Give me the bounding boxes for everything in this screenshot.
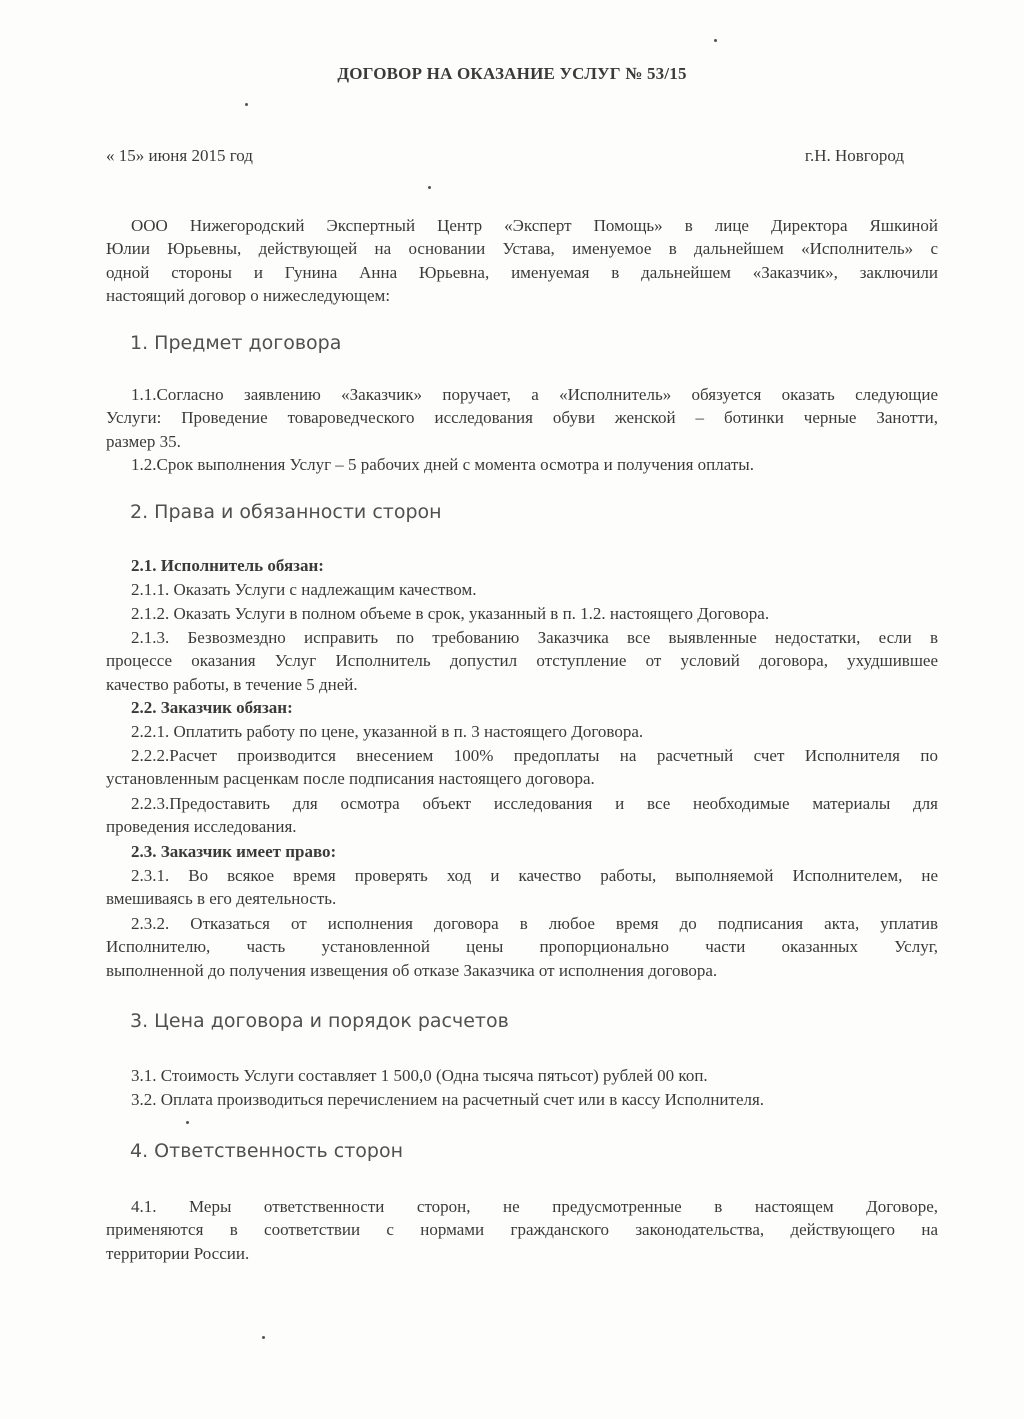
- intro-paragraph: [106, 214, 938, 308]
- clause-line: качество работы, в течение 5 дней.: [106, 674, 358, 694]
- clause-2-2-3: [106, 792, 938, 839]
- clause-2-3-2: [106, 912, 938, 982]
- document-title: ДОГОВОР НА ОКАЗАНИЕ УСЛУГ № 53/15: [337, 64, 687, 83]
- clause-line: процессе оказания Услуг Исполнитель допустил отступление от условий договора, ухудшившее: [106, 651, 938, 671]
- subheading-2-1: 2.1. Исполнитель обязан:: [131, 556, 324, 575]
- clause-2-1-1: 2.1.1. Оказать Услуги с надлежащим качеством.: [131, 580, 477, 599]
- clause-1-1: [106, 383, 938, 453]
- clause-2-2-1: 2.2.1. Оплатить работу по цене, указанной в п. 3 настоящего Договора.: [131, 722, 644, 741]
- section-4-heading: 4. Ответственность сторон: [130, 1140, 404, 1162]
- clause-1-2: 1.2.Срок выполнения Услуг – 5 рабочих дней с момента осмотра и получения оплаты.: [131, 455, 754, 474]
- clause-2-1-2: 2.1.2. Оказать Услуги в полном объеме в срок, указанный в п. 1.2. настоящего Договора.: [131, 604, 770, 623]
- clause-3-2: 3.2. Оплата производиться перечислением на расчетный счет или в кассу Исполнителя.: [131, 1090, 765, 1109]
- section-1-heading: 1. Предмет договора: [130, 332, 342, 354]
- intro-line: одной стороны и Гунина Анна Юрьевна, именуемая в дальнейшем «Заказчик», заключили: [106, 262, 938, 282]
- clause-line: территории России.: [106, 1243, 250, 1263]
- scan-speck: [262, 1336, 265, 1339]
- date-place-row: [106, 146, 904, 166]
- scan-speck: [186, 1121, 189, 1124]
- clause-line: 2.2.3.Предоставить для осмотра объект исследования и все необходимые материалы для: [131, 794, 938, 813]
- clause-line: проведения исследования.: [106, 817, 297, 837]
- clause-line: установленным расценкам после подписания настоящего договора.: [106, 769, 595, 789]
- clause-4-1: [106, 1195, 938, 1265]
- section-2-heading: 2. Права и обязанности сторон: [130, 501, 442, 523]
- clause-line: вмешиваясь в его деятельность.: [106, 889, 337, 909]
- subheading-2-3: 2.3. Заказчик имеет право:: [131, 842, 337, 861]
- section-3-heading: 3. Цена договора и порядок расчетов: [130, 1010, 509, 1032]
- contract-city: г.Н. Новгород: [804, 146, 904, 165]
- contract-date: « 15» июня 2015 год: [106, 146, 253, 165]
- clause-line: Исполнителю, часть установленной цены пропорционально части оказанных Услуг,: [106, 937, 938, 957]
- clause-line: 2.3.1. Во всякое время проверять ход и качество работы, выполняемой Исполнителем, не: [131, 866, 938, 885]
- intro-line: ООО Нижегородский Экспертный Центр «Эксперт Помощь» в лице Директора Яшкиной: [131, 216, 938, 235]
- clause-3-1: 3.1. Стоимость Услуги составляет 1 500,0 (Одна тысяча пятьсот) рублей 00 коп.: [131, 1066, 708, 1085]
- subheading-2-2: 2.2. Заказчик обязан:: [131, 698, 293, 717]
- clause-line: применяются в соответствии с нормами гражданского законодательства, действующего на: [106, 1220, 938, 1240]
- clause-line: 1.1.Согласно заявлению «Заказчик» поручает, а «Исполнитель» обязуется оказать следующие: [131, 385, 938, 404]
- clause-line: 4.1. Меры ответственности сторон, не предусмотренные в настоящем Договоре,: [131, 1197, 938, 1216]
- scan-speck: [428, 186, 431, 189]
- clause-2-3-1: [106, 864, 938, 911]
- clause-line: 2.3.2. Отказаться от исполнения договора в любое время до подписания акта, уплатив: [131, 914, 938, 933]
- scan-speck: [245, 103, 248, 106]
- clause-line: размер 35.: [106, 431, 181, 451]
- clause-2-1-3: [106, 626, 938, 696]
- clause-2-2-2: [106, 744, 938, 791]
- scan-speck: [714, 39, 717, 42]
- clause-line: 2.1.3. Безвозмездно исправить по требованию Заказчика все выявленные недостатки, если в: [131, 628, 938, 647]
- clause-line: 2.2.2.Расчет производится внесением 100% предоплаты на расчетный счет Исполнителя по: [131, 746, 938, 765]
- intro-line: Юлии Юрьевны, действующей на основании Устава, именуемое в дальнейшем «Исполнитель» с: [106, 239, 938, 259]
- intro-line: настоящий договор о нижеследующем:: [106, 286, 391, 306]
- clause-line: Услуги: Проведение товароведческого исследования обуви женской – ботинки черные Занотти,: [106, 408, 938, 428]
- clause-line: выполненной до получения извещения об отказе Заказчика от исполнения договора.: [106, 960, 718, 980]
